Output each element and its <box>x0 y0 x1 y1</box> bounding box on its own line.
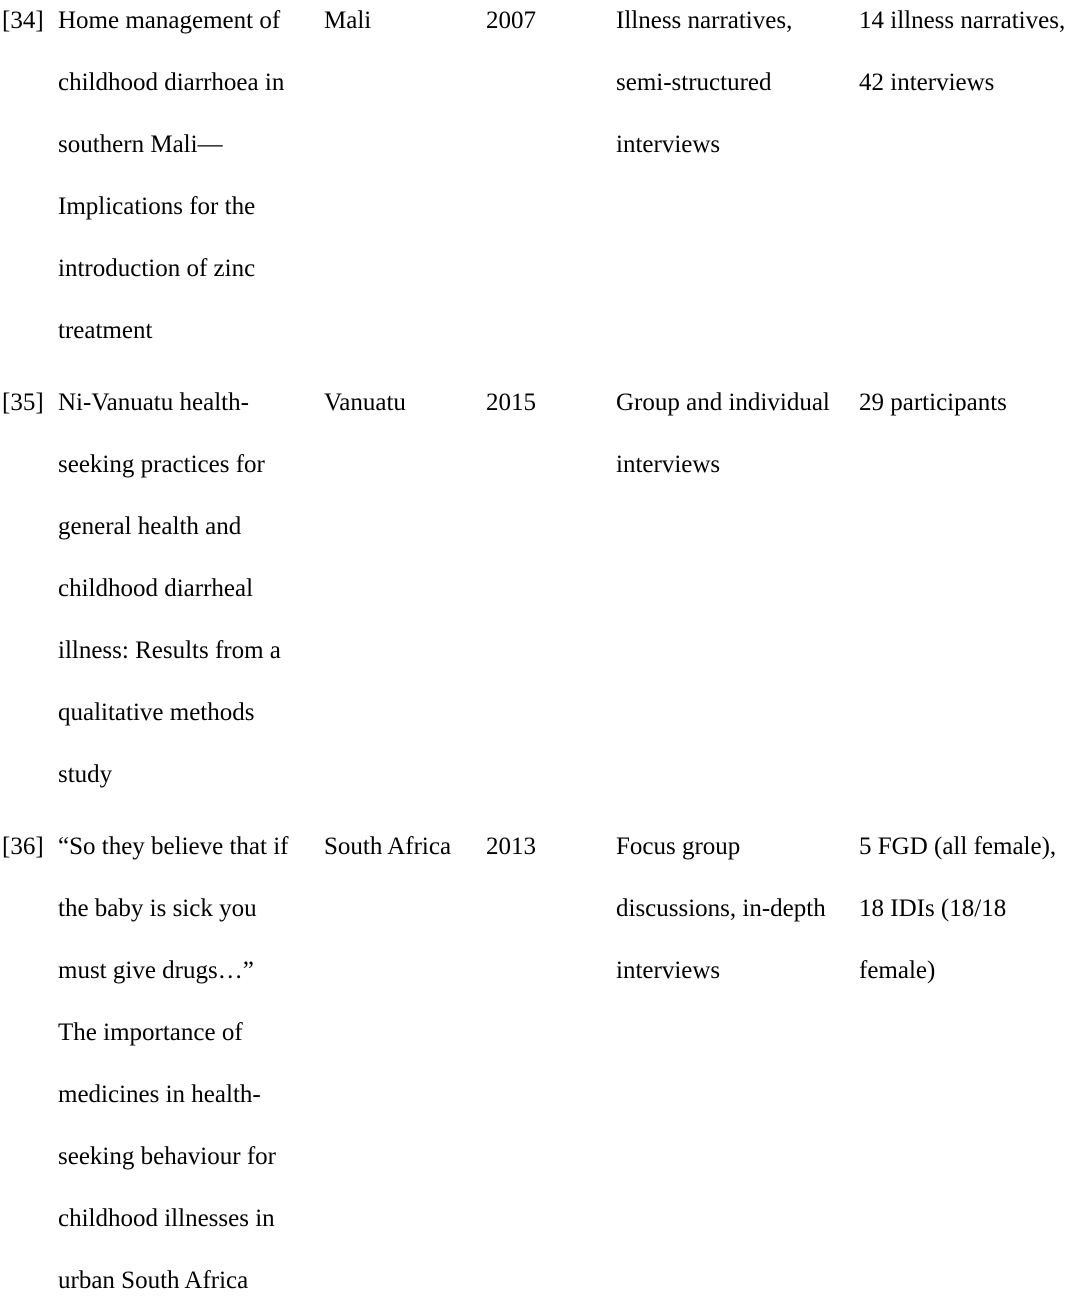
sample-line: 14 illness narratives, <box>859 7 1066 34</box>
title-line: seeking practices for <box>58 451 265 478</box>
method-line: discussions, in-depth <box>616 895 826 922</box>
title-line: medicines in health- <box>58 1081 261 1108</box>
sample-cell <box>859 372 1007 434</box>
sample-line: 18 IDIs (18/18 <box>859 895 1007 922</box>
sample-line: 42 interviews <box>859 69 995 96</box>
method-line: Illness narratives, <box>616 7 793 34</box>
title-line: illness: Results from a <box>58 637 281 664</box>
method-cell <box>616 372 830 496</box>
title-line: treatment <box>58 317 153 344</box>
title-cell <box>58 0 284 362</box>
title-line: childhood illnesses in <box>58 1205 275 1232</box>
sample-line: female) <box>859 957 936 984</box>
title-line: general health and <box>58 513 242 540</box>
country-cell: South Africa <box>324 833 452 860</box>
year-cell: 2013 <box>486 833 536 860</box>
method-cell <box>616 816 826 1002</box>
title-line: Home management of <box>58 7 281 34</box>
title-line: the baby is sick you <box>58 895 257 922</box>
year-cell: 2007 <box>486 7 536 34</box>
title-line: Ni-Vanuatu health- <box>58 389 249 416</box>
method-line: semi-structured <box>616 69 772 96</box>
sample-line: 5 FGD (all female), <box>859 833 1057 860</box>
method-line: interviews <box>616 131 721 158</box>
method-line: interviews <box>616 451 721 478</box>
sample-cell <box>859 816 1056 1002</box>
ref-cell: [34] <box>2 7 44 34</box>
title-cell <box>58 372 281 806</box>
title-line: “So they believe that if <box>58 833 289 860</box>
year-cell: 2015 <box>486 389 536 416</box>
title-line: The importance of <box>58 1019 243 1046</box>
title-line: seeking behaviour for <box>58 1143 276 1170</box>
title-line: must give drugs…” <box>58 957 254 984</box>
method-cell <box>616 0 792 176</box>
sample-line: 29 participants <box>859 389 1007 416</box>
title-line: childhood diarrheal <box>58 575 254 602</box>
title-cell <box>58 816 288 1312</box>
method-line: Group and individual <box>616 389 830 416</box>
title-line: Implications for the <box>58 193 256 220</box>
title-line: introduction of zinc <box>58 255 256 282</box>
ref-cell: [35] <box>2 389 44 416</box>
title-line: study <box>58 761 113 788</box>
country-cell: Mali <box>324 7 372 34</box>
sample-cell <box>859 0 1065 114</box>
method-line: Focus group <box>616 833 741 860</box>
title-line: childhood diarrhoea in <box>58 69 285 96</box>
ref-cell: [36] <box>2 833 44 860</box>
title-line: urban South Africa <box>58 1267 249 1294</box>
country-cell: Vanuatu <box>324 389 406 416</box>
title-line: southern Mali— <box>58 131 223 158</box>
title-line: qualitative methods <box>58 699 255 726</box>
method-line: interviews <box>616 957 721 984</box>
